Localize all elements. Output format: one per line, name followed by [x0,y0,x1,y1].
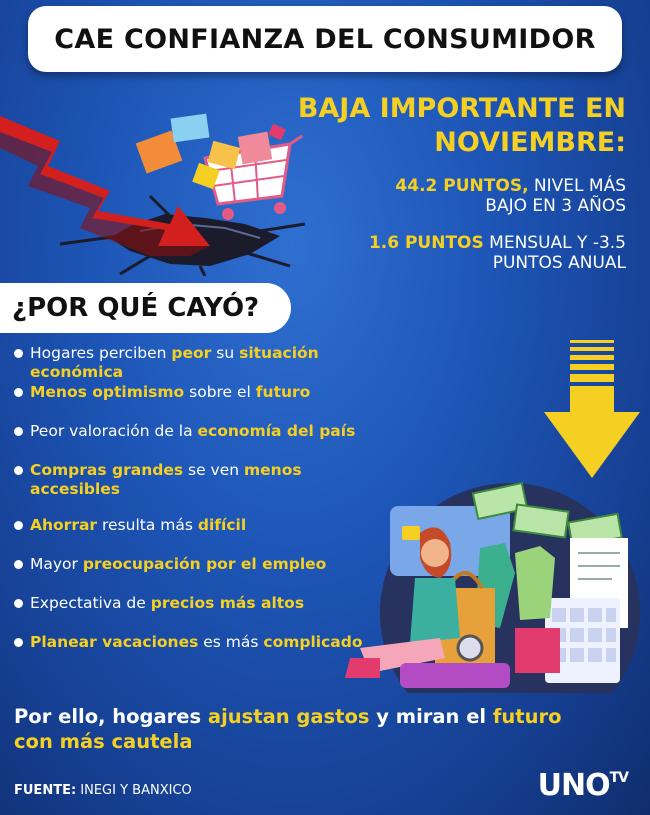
falling-arrow-illustration [0,96,310,276]
headline [298,92,626,160]
reason-text: Peor valoración de la [30,422,198,440]
conclusion-text-c: y miran el [369,705,493,728]
reason-highlight: situación económica [30,344,319,381]
yellow-down-arrow-icon [540,340,644,480]
bullet-dot-icon [14,599,23,608]
reason-item [14,516,370,535]
stat-change-text-2: PUNTOS ANUAL [492,253,626,273]
worried-woman-illustration [340,478,645,693]
shopping-cart-icon [205,132,302,220]
reason-item [14,633,370,652]
stat-level [395,176,626,216]
reason-highlight: difícil [197,516,247,534]
conclusion-text-d: futuro [492,705,562,728]
why-title: ¿POR QUÉ CAYÓ? [12,293,260,323]
stat-change-text-1: MENSUAL Y -3.5 [483,233,626,253]
page-title: CAE CONFIANZA DEL CONSUMIDOR [54,23,596,55]
reason-text: resulta más [97,516,198,534]
source-value: INEGI Y BANXICO [76,783,192,798]
stat-change-value: 1.6 PUNTOS [368,233,484,253]
conclusion [14,704,624,754]
reason-text: se ven [183,461,244,479]
reason-item [14,383,370,402]
reason-item [14,422,370,441]
reason-highlight: Compras grandes [30,461,184,479]
reason-highlight: Ahorrar [30,516,98,534]
reason-item [14,555,370,574]
conclusion-text-b: ajustan gastos [207,705,370,728]
reason-highlight: complicado [263,633,363,651]
reason-text: su [211,344,240,362]
headline-line-2: NOVIEMBRE: [434,127,626,158]
ottoman-icon [400,663,510,688]
bullet-dot-icon [14,427,23,436]
reason-text: Expectativa de [30,594,151,612]
stat-level-text-1: NIVEL MÁS [528,176,626,196]
reason-highlight: precios más altos [150,594,305,612]
reason-text: Mayor [30,555,83,573]
reason-item [14,461,370,499]
reason-item [14,344,370,382]
reason-highlight: Planear vacaciones [30,633,199,651]
stat-level-text-2: BAJO EN 3 AÑOS [485,196,626,216]
reason-highlight: peor [171,344,212,362]
reason-highlight: futuro [255,383,311,401]
title-banner [28,6,622,72]
reason-text: es más [198,633,264,651]
logo-main: UNO [537,768,610,803]
reason-item [14,594,370,613]
bullet-dot-icon [14,388,23,397]
conclusion-text-e: con más cautela [14,730,193,753]
bullet-dot-icon [14,638,23,647]
reason-highlight: menos accesibles [30,461,302,498]
unotv-logo [538,768,628,803]
why-banner [0,283,291,333]
reason-text: sobre el [184,383,256,401]
conclusion-text-a: Por ello, hogares [14,705,208,728]
stat-level-value: 44.2 PUNTOS, [395,176,529,196]
source-note [14,783,192,798]
reason-highlight: Menos optimismo [30,383,185,401]
bullet-dot-icon [14,521,23,530]
bullet-dot-icon [14,466,23,475]
reason-highlight: economía del país [197,422,356,440]
reason-text: Hogares perciben [30,344,172,362]
source-label: FUENTE: [14,783,77,798]
watch-icon [458,636,482,660]
logo-sup: TV [609,770,628,786]
bullet-dot-icon [14,560,23,569]
reason-highlight: preocupación por el empleo [82,555,327,573]
headline-line-1: BAJA IMPORTANTE EN [297,93,626,124]
bullet-dot-icon [14,349,23,358]
stat-change [369,233,626,273]
